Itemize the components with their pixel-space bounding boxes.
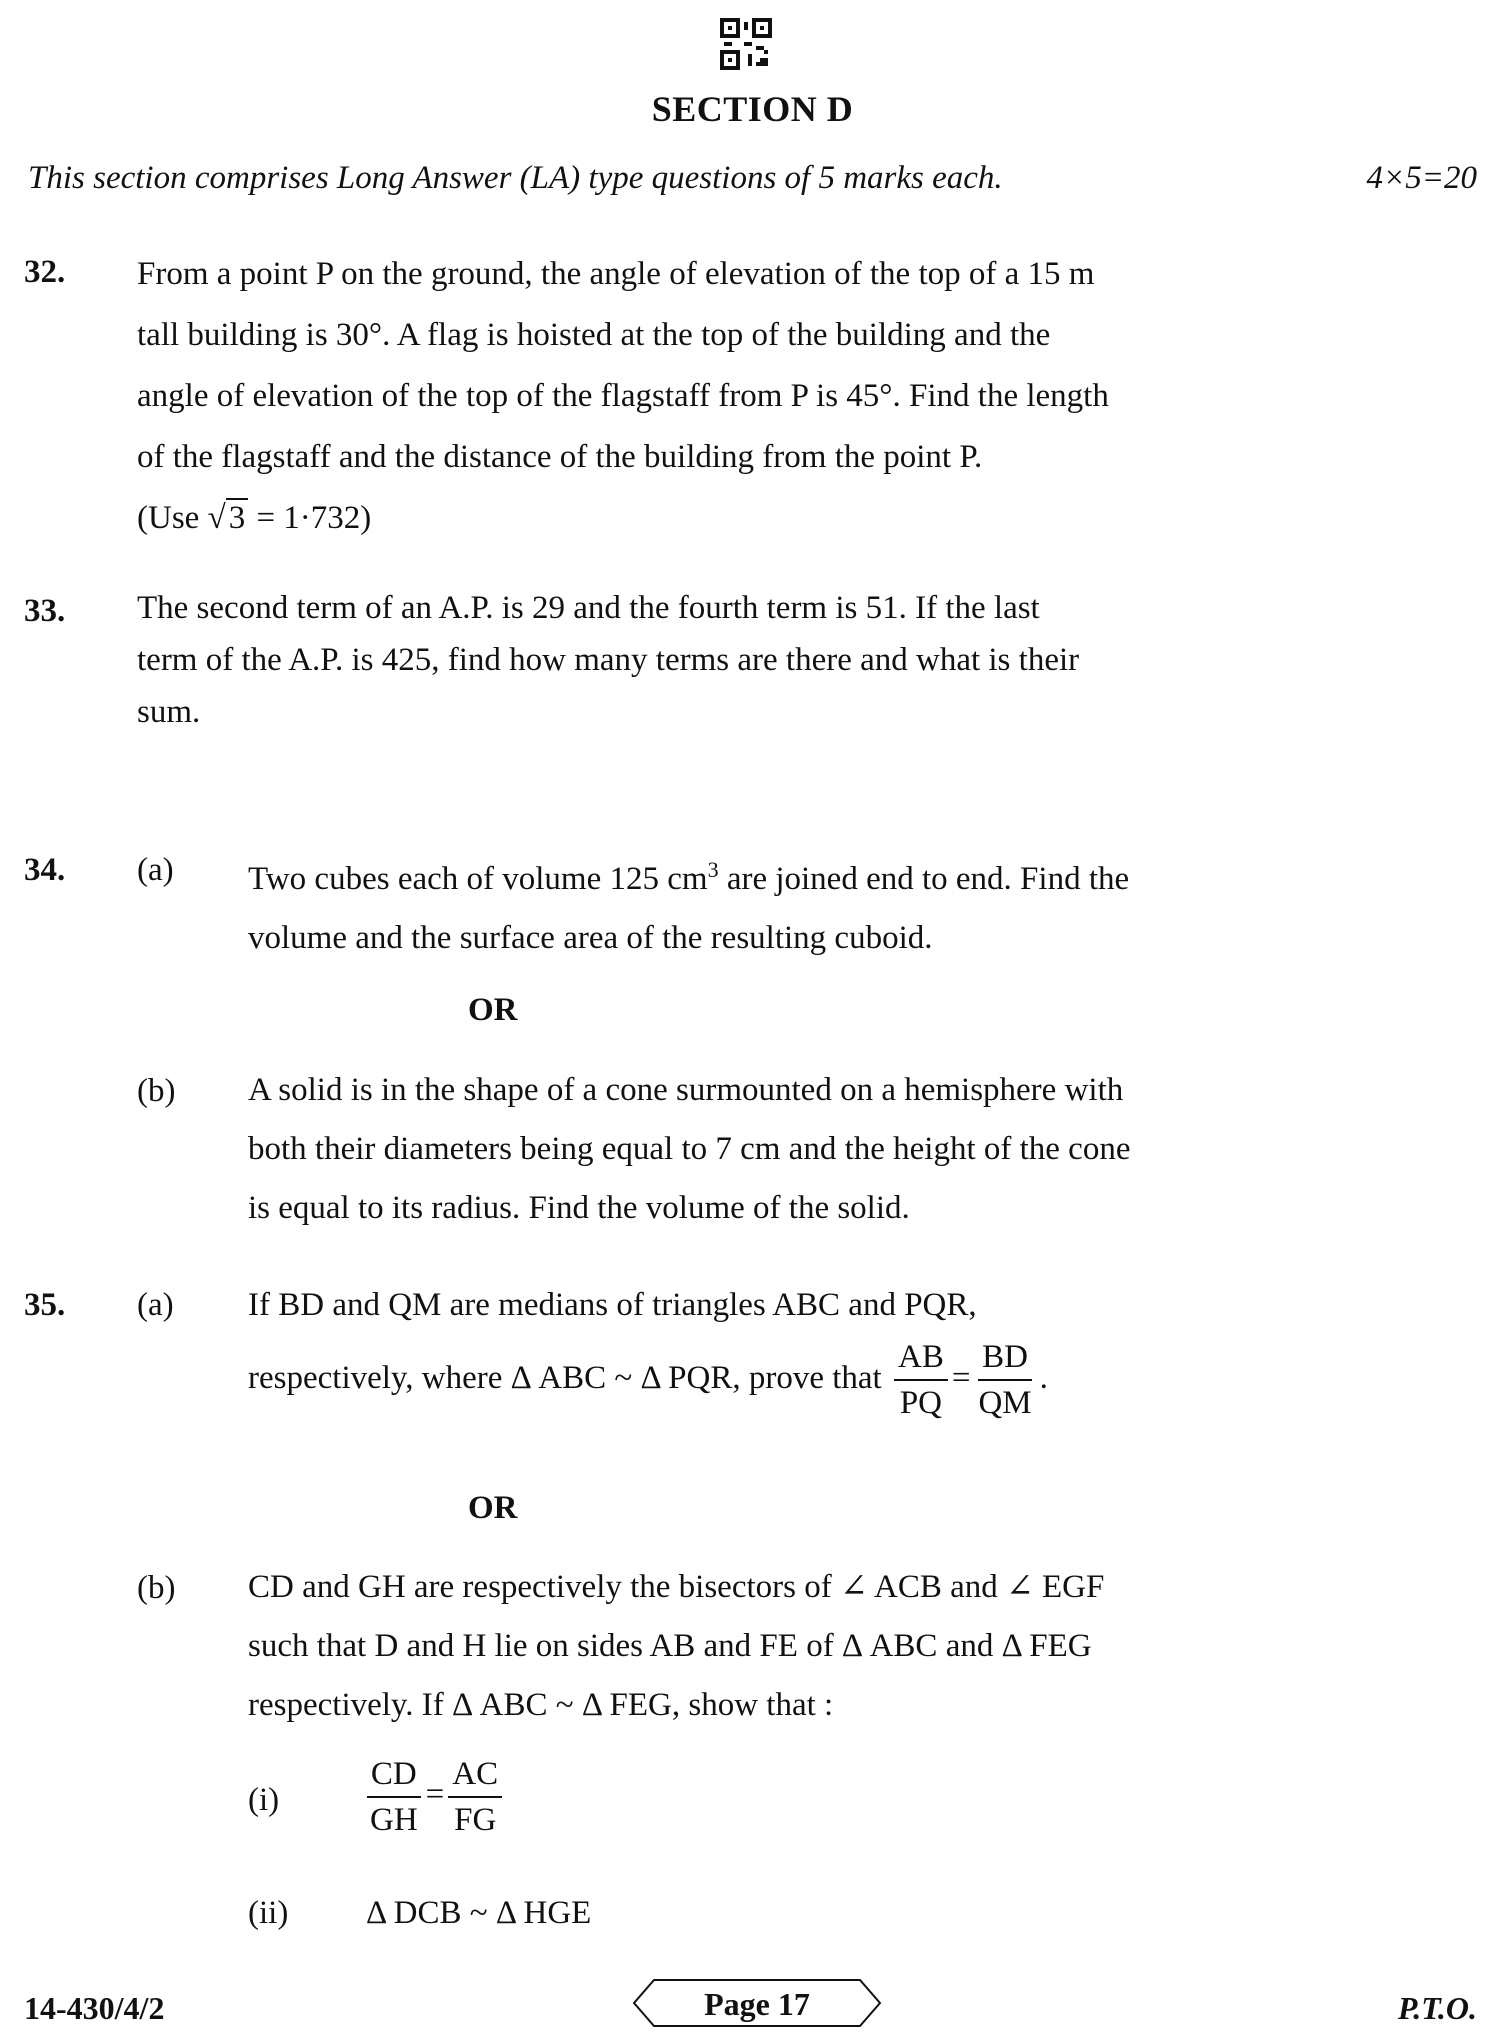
question-33-text <box>137 582 1398 738</box>
part-label-b: (b) <box>137 1073 176 1109</box>
text-line: sum. <box>137 694 201 730</box>
text-line: term of the A.P. is 425, find how many terms are there and what is their <box>137 642 1080 678</box>
pto-note: P.T.O. <box>1397 1990 1477 2026</box>
or-divider: OR <box>468 1490 518 1526</box>
fraction-bd-qm <box>974 1335 1035 1425</box>
denominator: QM <box>978 1385 1032 1422</box>
text-line: tall building is 30°. A flag is hoisted at the top of the building and the <box>137 317 1051 353</box>
subpart-label-ii: (ii) <box>248 1895 289 1931</box>
sqrt-argument: 3 <box>226 498 249 536</box>
denominator: GH <box>370 1802 418 1838</box>
section-marks: 4×5=20 <box>1366 160 1477 196</box>
denominator: PQ <box>899 1385 942 1422</box>
question-35b-text <box>248 1558 1398 1735</box>
numerator: AC <box>448 1752 502 1798</box>
text-line: such that D and H lie on sides AB and FE of Δ ABC and Δ FEG <box>248 1628 1092 1664</box>
period: . <box>1039 1360 1048 1396</box>
text-line: From a point P on the ground, the angle of elevation of the top of a 15 m <box>137 256 1095 292</box>
page-number: Page 17 <box>704 1986 810 2022</box>
subpart-i-equation <box>362 1752 506 1842</box>
text-fragment: are joined end to end. Find the <box>718 861 1130 897</box>
use-prefix: (Use <box>137 500 208 536</box>
question-number: 34. <box>24 852 66 888</box>
text-line: is equal to its radius. Find the volume of the solid. <box>248 1190 910 1226</box>
question-34b-text <box>248 1061 1398 1238</box>
square-root <box>208 488 249 549</box>
text-line: A solid is in the shape of a cone surmounted on a hemisphere with <box>248 1072 1124 1108</box>
numerator: BD <box>978 1335 1032 1381</box>
numerator: CD <box>367 1752 421 1798</box>
question-number: 35. <box>24 1287 66 1323</box>
question-35a-line-1: If BD and QM are medians of triangles ABC and PQR, <box>248 1287 977 1323</box>
part-label-a: (a) <box>137 852 174 888</box>
text-line: The second term of an A.P. is 29 and the fourth term is 51. If the last <box>137 590 1040 626</box>
use-root-3-note <box>137 488 1398 549</box>
text-line: respectively. If Δ ABC ~ Δ FEG, show that : <box>248 1687 834 1723</box>
question-32-text <box>137 244 1398 549</box>
text-fragment: Two cubes each of volume 125 cm <box>248 861 708 897</box>
text-line: CD and GH are respectively the bisectors of ∠ ACB and ∠ EGF <box>248 1569 1105 1605</box>
fraction-cd-gh <box>366 1752 422 1842</box>
text-line: both their diameters being equal to 7 cm and the height of the cone <box>248 1131 1131 1167</box>
paper-code: 14-430/4/2 <box>24 1990 165 2026</box>
text-line: volume and the surface area of the resulting cuboid. <box>248 920 933 956</box>
section-title: SECTION D <box>651 89 854 129</box>
text-line <box>248 840 1398 909</box>
question-35a-line-2 <box>248 1330 1048 1426</box>
qr-code-icon <box>720 18 772 70</box>
question-34a-text <box>248 840 1398 968</box>
text-line: of the flagstaff and the distance of the building from the point P. <box>137 439 983 475</box>
equals-sign: = <box>425 1776 445 1813</box>
use-suffix: = 1·732) <box>248 500 372 536</box>
subpart-label-i: (i) <box>248 1782 280 1818</box>
question-number: 33. <box>24 593 66 629</box>
text-fragment: respectively, where Δ ABC ~ Δ PQR, prove that <box>248 1360 882 1396</box>
superscript: 3 <box>707 857 719 882</box>
fraction-ab-pq <box>894 1335 948 1425</box>
part-label-a: (a) <box>137 1287 174 1323</box>
denominator: FG <box>454 1802 497 1838</box>
sqrt-sign: √ <box>207 500 226 536</box>
section-intro: This section comprises Long Answer (LA) type questions of 5 marks each. <box>28 160 1003 196</box>
subpart-ii-text: Δ DCB ~ Δ HGE <box>366 1895 592 1931</box>
part-label-b: (b) <box>137 1570 176 1606</box>
numerator: AB <box>894 1335 948 1381</box>
fraction-ac-fg <box>448 1752 502 1842</box>
equals-sign: = <box>951 1360 971 1396</box>
or-divider: OR <box>468 992 518 1028</box>
question-number: 32. <box>24 254 66 290</box>
text-line: angle of elevation of the top of the flagstaff from P is 45°. Find the length <box>137 378 1109 414</box>
